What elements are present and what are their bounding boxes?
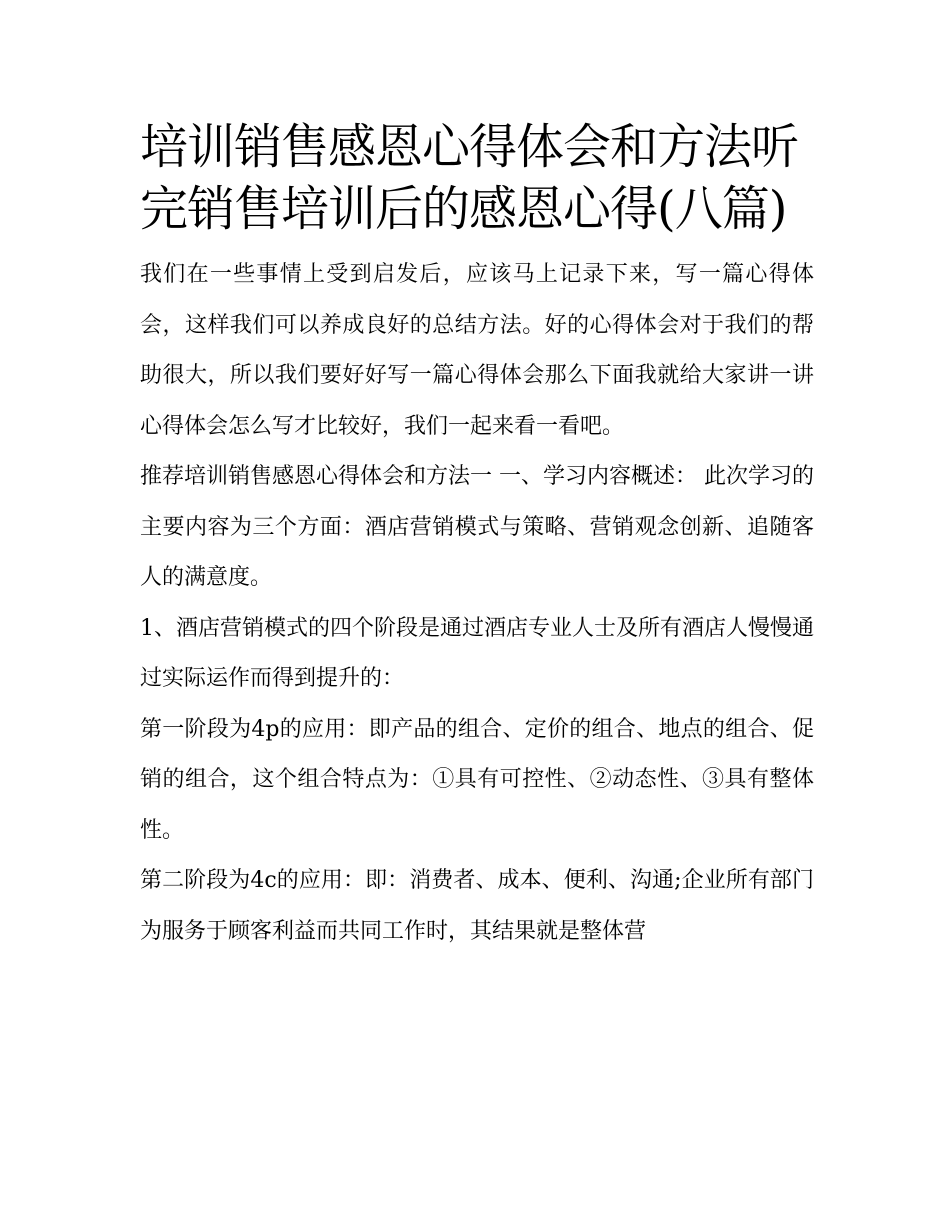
document-title: 培训销售感恩心得体会和方法听完销售培训后的感恩心得(八篇)	[140, 119, 799, 237]
paragraph-intro: 我们在一些事情上受到启发后，应该马上记录下来，写一篇心得体会，这样我们可以养成良好的总结方法。好的心得体会对于我们的帮助很大，所以我们要好好写一篇心得体会那么下面我就给大家讲一讲心得体会怎么写才比较好，我们一起来看一看吧。	[140, 262, 814, 439]
paragraph-stage-1: 第一阶段为4p的应用：即产品的组合、定价的组合、地点的组合、促销的组合，这个组合特点为：①具有可控性、②动态性、③具有整体性。	[140, 716, 814, 843]
paragraph-stage-2: 第二阶段为4c的应用：即：消费者、成本、便利、沟通;企业所有部门为服务于顾客利益而共同工作时，其结果就是整体营	[140, 868, 814, 944]
paragraph-overview: 推荐培训销售感恩心得体会和方法一 一、学习内容概述： 此次学习的主要内容为三个方面：酒店营销模式与策略、营销观念创新、追随客人的满意度。	[140, 464, 814, 590]
paragraph-point-1: 1、酒店营销模式的四个阶段是通过酒店专业人士及所有酒店人慢慢通过实际运作而得到提升的：	[140, 615, 814, 691]
document-body	[140, 116, 814, 957]
